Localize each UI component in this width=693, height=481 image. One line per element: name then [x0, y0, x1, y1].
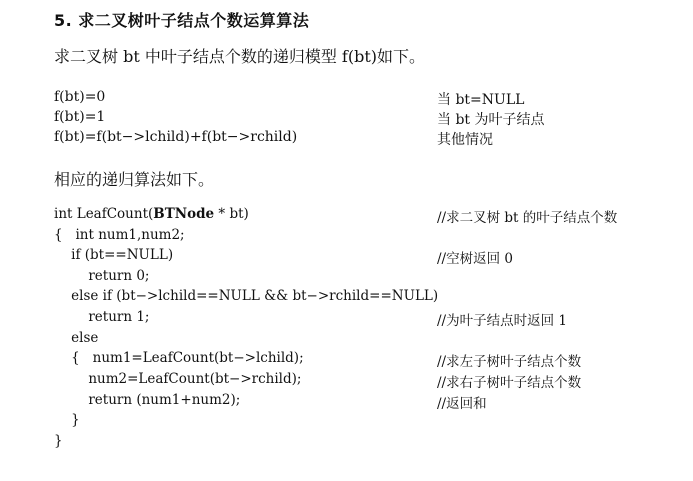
code-line-signature: [54, 206, 674, 226]
code-text: }: [54, 412, 80, 428]
code-text: return 1;: [54, 309, 150, 325]
model-condition: 其他情况: [437, 132, 493, 148]
code-line: [54, 268, 674, 288]
code-line: [54, 433, 674, 453]
signature-type: BTNode: [153, 206, 215, 222]
model-expression: f(bt)=0: [54, 89, 106, 105]
code-text: }: [54, 433, 63, 449]
code-text: else: [54, 330, 99, 346]
model-expression: f(bt)=1: [54, 109, 106, 125]
code-line: [54, 309, 674, 329]
signature-prefix: int LeafCount(: [54, 206, 154, 222]
code-text: return (num1+num2);: [54, 392, 241, 408]
code-comment: //求二叉树 bt 的叶子结点个数: [437, 210, 618, 226]
code-line: [54, 371, 674, 391]
model-condition: 当 bt=NULL: [437, 92, 525, 108]
intro-paragraph: 求二叉树 bt 中叶子结点个数的递归模型 f(bt)如下。: [54, 47, 426, 66]
model-row: [54, 129, 664, 149]
code-comment: //返回和: [437, 396, 487, 412]
function-signature: [54, 206, 249, 222]
code-text: if (bt==NULL): [54, 247, 174, 263]
model-expression: f(bt)=f(bt−>lchild)+f(bt−>rchild): [54, 129, 298, 145]
code-comment: //求左子树叶子结点个数: [437, 354, 582, 370]
code-line: [54, 227, 674, 247]
code-line: [54, 330, 674, 350]
code-text: return 0;: [54, 268, 150, 284]
code-comment: //为叶子结点时返回 1: [437, 313, 567, 329]
code-text: { int num1,num2;: [54, 227, 185, 243]
model-row: [54, 89, 664, 109]
algorithm-intro: 相应的递归算法如下。: [54, 170, 215, 189]
code-line: [54, 288, 674, 308]
section-title: 5. 求二叉树叶子结点个数运算算法: [54, 11, 310, 30]
code-text: else if (bt−>lchild==NULL && bt−>rchild==NULL): [54, 288, 439, 304]
code-line: [54, 350, 674, 370]
code-line: [54, 247, 674, 267]
model-row: [54, 109, 664, 129]
code-text: num2=LeafCount(bt−>rchild);: [54, 371, 302, 387]
signature-suffix: * bt): [214, 206, 249, 222]
code-comment: //空树返回 0: [437, 251, 513, 267]
code-text: { num1=LeafCount(bt−>lchild);: [54, 350, 304, 366]
code-line: [54, 412, 674, 432]
code-line: [54, 392, 674, 412]
model-condition: 当 bt 为叶子结点: [437, 112, 545, 128]
code-comment: //求右子树叶子结点个数: [437, 375, 582, 391]
